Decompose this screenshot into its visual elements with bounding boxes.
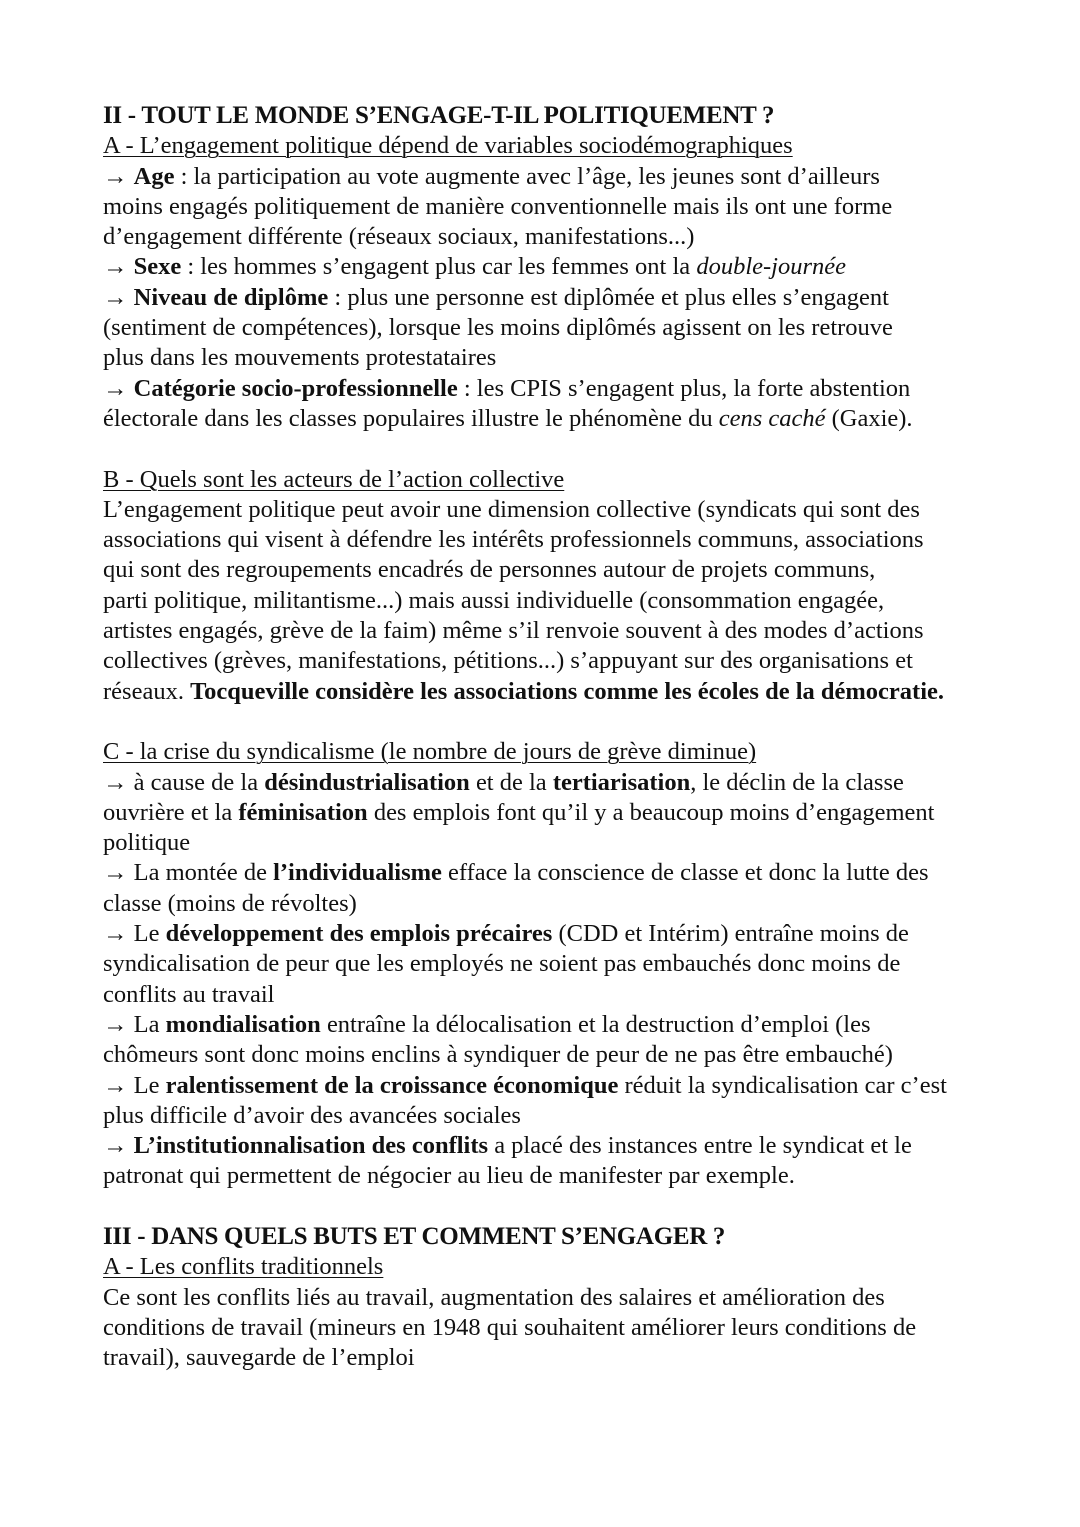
arrow-icon: → (103, 768, 128, 796)
bold-term: Age (133, 162, 175, 190)
paragraph-line: plus dans les mouvements protestataires (103, 344, 497, 372)
italic-term: cens caché (718, 404, 826, 432)
paragraph-line (103, 162, 983, 192)
text-run: : la participation au vote augmente avec l’âge, les jeunes sont d’ailleurs (174, 162, 880, 190)
arrow-icon: → (103, 1132, 128, 1160)
spacer (103, 1192, 983, 1222)
text-run: à cause de la (127, 768, 265, 796)
paragraph-line: chômeurs sont donc moins enclins à syndiquer de peur de ne pas être embauché) (103, 1041, 893, 1069)
paragraph-line: qui sont des regroupements encadrés de personnes autour de projets communs, (103, 556, 876, 584)
bold-term: L’institutionnalisation des conflits (127, 1132, 489, 1160)
arrow-icon: → (103, 283, 128, 311)
paragraph-line (103, 252, 983, 282)
text-run: La montée de (127, 859, 274, 887)
paragraph-line (103, 374, 983, 404)
document-page (103, 101, 983, 1373)
section-3-title: III - DANS QUELS BUTS ET COMMENT S’ENGAGER ? (103, 1222, 726, 1250)
arrow-icon: → (103, 1071, 128, 1099)
paragraph-line: plus difficile d’avoir des avancées sociales (103, 1101, 521, 1129)
paragraph-line (103, 1010, 983, 1040)
text-run: , le déclin de la classe (690, 768, 904, 796)
arrow-icon: → (103, 1010, 128, 1038)
bold-term: Sexe (133, 253, 182, 281)
section-2b-heading: B - Quels sont les acteurs de l’action collective (103, 465, 565, 493)
paragraph-line: Ce sont les conflits liés au travail, augmentation des salaires et amélioration des (103, 1283, 885, 1311)
spacer (103, 707, 983, 737)
paragraph-line: L’engagement politique peut avoir une dimension collective (syndicats qui sont des (103, 495, 920, 523)
spacer (103, 434, 983, 464)
text-run: a placé des instances entre le syndicat et le (488, 1132, 912, 1160)
bold-term: Niveau de diplôme (133, 283, 329, 311)
paragraph-line (103, 768, 983, 798)
bold-term: féminisation (238, 798, 368, 826)
text-run: efface la conscience de classe et donc la lutte des (441, 859, 929, 887)
paragraph-line: syndicalisation de peur que les employés ne soient pas embauchés donc moins de (103, 950, 901, 978)
section-2a-heading: A - L’engagement politique dépend de variables sociodémographiques (103, 132, 793, 160)
arrow-icon: → (103, 920, 128, 948)
text-run: : plus une personne est diplômée et plus elles s’engagent (328, 283, 889, 311)
paragraph-line: d’engagement différente (réseaux sociaux, manifestations...) (103, 223, 695, 251)
paragraph-line: associations qui visent à défendre les intérêts professionnels communs, associations (103, 526, 924, 554)
text-run: réseaux. (103, 677, 191, 705)
paragraph-line: parti politique, militantisme...) mais aussi individuelle (consommation engagée, (103, 586, 885, 614)
section-3a-heading: A - Les conflits traditionnels (103, 1253, 384, 1281)
paragraph-line: patronat qui permettent de négocier au lieu de manifester par exemple. (103, 1162, 795, 1190)
paragraph-line (103, 1071, 983, 1101)
bold-term: Catégorie socio-professionnelle (133, 374, 458, 402)
paragraph-line: conditions de travail (mineurs en 1948 qui souhaitent améliorer leurs conditions de (103, 1313, 917, 1341)
bold-term: mondialisation (165, 1010, 321, 1038)
paragraph-line: collectives (grèves, manifestations, pétitions...) s’appuyant sur des organisations et (103, 647, 913, 675)
section-2-title: II - TOUT LE MONDE S’ENGAGE-T-IL POLITIQUEMENT ? (103, 102, 775, 129)
bold-term: désindustrialisation (264, 768, 470, 796)
text-run: : les CPIS s’engagent plus, la forte abstention (457, 374, 911, 402)
arrow-icon: → (103, 253, 128, 281)
paragraph-line (103, 798, 983, 828)
paragraph-line (103, 858, 983, 888)
text-run: (Gaxie). (825, 404, 913, 432)
bold-term: ralentissement de la croissance économique (165, 1071, 619, 1099)
bold-term: l’individualisme (273, 859, 442, 887)
paragraph-line: politique (103, 829, 191, 857)
text-run: La (127, 1010, 166, 1038)
paragraph-line (103, 677, 983, 707)
paragraph-line (103, 404, 983, 434)
paragraph-line (103, 919, 983, 949)
paragraph-line: artistes engagés, grève de la faim) même s’il renvoie souvent à des modes d’actions (103, 617, 924, 645)
arrow-icon: → (103, 162, 128, 190)
text-run: : les hommes s’engagent plus car les femmes ont la (181, 253, 697, 281)
paragraph-line: travail), sauvegarde de l’emploi (103, 1344, 415, 1372)
paragraph-line: (sentiment de compétences), lorsque les moins diplômés agissent on les retrouve (103, 314, 893, 342)
bold-term: Tocqueville considère les associations comme les écoles de la démocratie. (190, 677, 945, 705)
paragraph-line: conflits au travail (103, 980, 275, 1008)
text-run: des emplois font qu’il y a beaucoup moins d’engagement (367, 798, 935, 826)
paragraph-line: classe (moins de révoltes) (103, 889, 357, 917)
text-run: électorale dans les classes populaires illustre le phénomène du (103, 404, 719, 432)
paragraph-line: moins engagés politiquement de manière conventionnelle mais ils ont une forme (103, 192, 893, 220)
text-run: et de la (469, 768, 553, 796)
text-run: réduit la syndicalisation car c’est (618, 1071, 947, 1099)
bold-term: tertiarisation (552, 768, 691, 796)
paragraph-line (103, 283, 983, 313)
bold-term: développement des emplois précaires (165, 920, 553, 948)
arrow-icon: → (103, 374, 128, 402)
arrow-icon: → (103, 859, 128, 887)
paragraph-line (103, 1131, 983, 1161)
text-run: Le (127, 1071, 166, 1099)
text-run: ouvrière et la (103, 798, 239, 826)
text-run: (CDD et Intérim) entraîne moins de (552, 920, 909, 948)
text-run: entraîne la délocalisation et la destruction d’emploi (les (320, 1010, 871, 1038)
section-2c-heading: C - la crise du syndicalisme (le nombre de jours de grève diminue) (103, 738, 757, 766)
text-run: Le (127, 920, 166, 948)
italic-term: double-journée (696, 253, 846, 281)
